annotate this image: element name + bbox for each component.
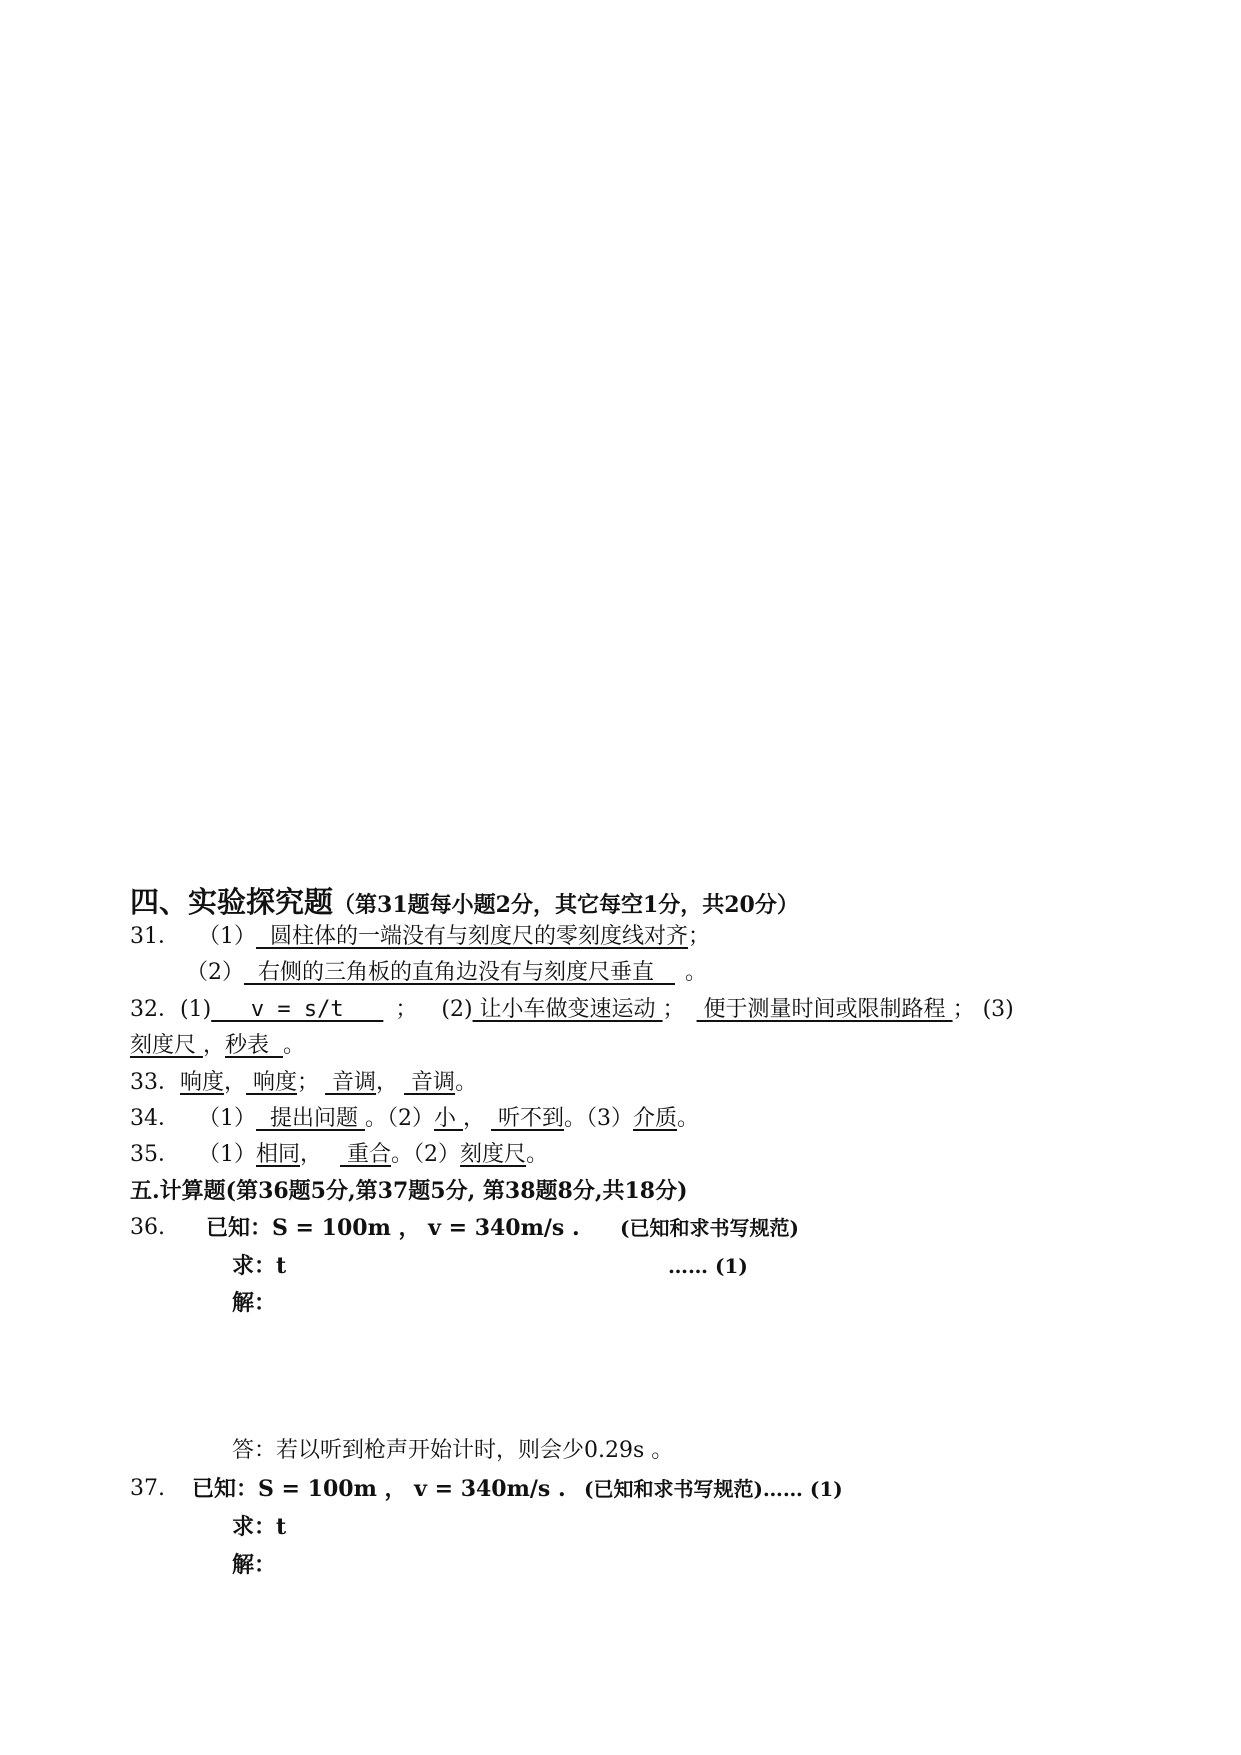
q36-answer-text: 答：若以听到枪声开始计时，则会少0.29s 。: [232, 1438, 674, 1463]
q35-part2-label: （2）: [413, 1142, 461, 1167]
q37-ask-text: 求：t: [232, 1514, 287, 1540]
q35-number: 35．: [130, 1142, 180, 1167]
q35-part1-label: （1）: [198, 1142, 256, 1167]
q33-sep4: 。: [455, 1070, 478, 1095]
q32-answer4: 刻度尺: [130, 1033, 203, 1058]
q34-answer4: 介质: [633, 1106, 678, 1131]
q31-line1: [130, 922, 710, 952]
q32-answer3: 便于测量时间或限制路程: [696, 997, 953, 1022]
q34-sep3: 。: [564, 1106, 587, 1131]
q33-sep1: ，: [224, 1070, 247, 1095]
q36-ask-text: 求：t: [232, 1253, 287, 1279]
q37-known: [192, 1474, 566, 1504]
q31-part1-label: （1）: [198, 924, 256, 949]
q32-sep4: ，: [203, 1033, 226, 1058]
q32-part3-label: (3): [982, 997, 1014, 1022]
section5-title: 五.计算题(第36题5分,第37题5分, 第38题8分,共18分): [130, 1178, 688, 1204]
q36-known-note-wrap: [620, 1213, 799, 1243]
q33-sep2: ；: [297, 1070, 320, 1095]
q35-sep1: ，: [300, 1142, 323, 1167]
q34-part3-label: （3）: [586, 1106, 634, 1131]
q35-line: [130, 1140, 548, 1170]
q33-line: [130, 1068, 477, 1098]
q35-answer3: 刻度尺: [460, 1142, 527, 1167]
q37-number-wrap: [130, 1474, 165, 1504]
q31-answer2: 右侧的三角板的直角边没有与刻度尺垂直: [244, 960, 675, 985]
q33-answer4: 音调: [404, 1070, 456, 1095]
q33-sep3: ，: [376, 1070, 399, 1095]
q31-line2: [186, 958, 707, 988]
q36-known-line: [130, 1213, 165, 1243]
q35-sep3: 。: [526, 1142, 549, 1167]
q32-sep3: ；: [952, 997, 975, 1022]
q34-answer3: 听不到: [491, 1106, 565, 1131]
q35-sep2: 。: [391, 1142, 414, 1167]
q32-answer2: 让小车做变速运动: [472, 997, 663, 1022]
q32-part2-label: (2): [441, 997, 473, 1022]
q34-sep2: ，: [463, 1106, 486, 1131]
q33-number: 33．: [130, 1070, 180, 1095]
q36-number: 36.: [130, 1215, 165, 1240]
section5-heading: [130, 1176, 688, 1206]
q32-answer5: 秒表: [225, 1033, 284, 1058]
q36-ask: [232, 1251, 286, 1281]
q31-sep2: 。: [684, 960, 707, 985]
q32-line2: [130, 1031, 305, 1061]
q32-sep2: ；: [662, 997, 685, 1022]
q32-answer1: v = s/t: [211, 997, 384, 1022]
q35-answer2: 重合: [340, 1142, 392, 1167]
q32-part1-label: (1): [180, 997, 212, 1022]
q37-ask: [232, 1512, 286, 1542]
section4-note: （第31题每小题2分，其它每空1分，共20分）: [333, 892, 799, 918]
q36-solve-text: 解：: [232, 1290, 277, 1316]
q32-sep5: 。: [283, 1033, 306, 1058]
q37-known-note: (已知和求书写规范)…… (1): [584, 1477, 843, 1501]
q37-solve-text: 解：: [232, 1552, 277, 1578]
q34-answer2: 小: [434, 1106, 463, 1131]
section4-heading: [130, 884, 799, 924]
q36-known-text: 已知：S = 100m ， v = 340m/s .: [206, 1215, 580, 1241]
q34-sep1: 。: [364, 1106, 387, 1131]
q36-answer: [232, 1436, 673, 1466]
q36-known-note: (已知和求书写规范): [620, 1216, 799, 1240]
q36-known: [206, 1213, 580, 1243]
q36-solve: [232, 1288, 276, 1318]
q37-solve: [232, 1550, 276, 1580]
q31-number: 31．: [130, 924, 180, 949]
q34-number: 34．: [130, 1106, 180, 1131]
q35-answer1: 相同: [256, 1142, 301, 1167]
q37-known-note-wrap: [584, 1474, 843, 1504]
q32-sep1: ；: [395, 997, 418, 1022]
q33-answer1: 响度: [180, 1070, 225, 1095]
q34-answer1: 提出问题: [256, 1106, 365, 1131]
q31-sep1: ；: [688, 924, 711, 949]
q32-line1: [130, 995, 1014, 1025]
q34-part1-label: （1）: [198, 1106, 256, 1131]
q32-number: 32．: [130, 997, 180, 1022]
q37-number: 37.: [130, 1476, 165, 1501]
q31-part2-label: （2）: [186, 960, 244, 985]
q34-sep4: 。: [677, 1106, 700, 1131]
q34-part2-label: （2）: [387, 1106, 434, 1131]
q31-answer1: 圆柱体的一端没有与刻度尺的零刻度线对齐: [256, 924, 688, 949]
q34-line: [130, 1104, 699, 1134]
q36-dots: …… (1): [668, 1254, 748, 1278]
q36-dots-wrap: [668, 1251, 748, 1281]
q37-known-text: 已知：S = 100m ， v = 340m/s .: [192, 1476, 566, 1502]
q33-answer2: 响度: [246, 1070, 298, 1095]
section4-title: 四、实验探究题: [130, 885, 334, 919]
q33-answer3: 音调: [325, 1070, 377, 1095]
